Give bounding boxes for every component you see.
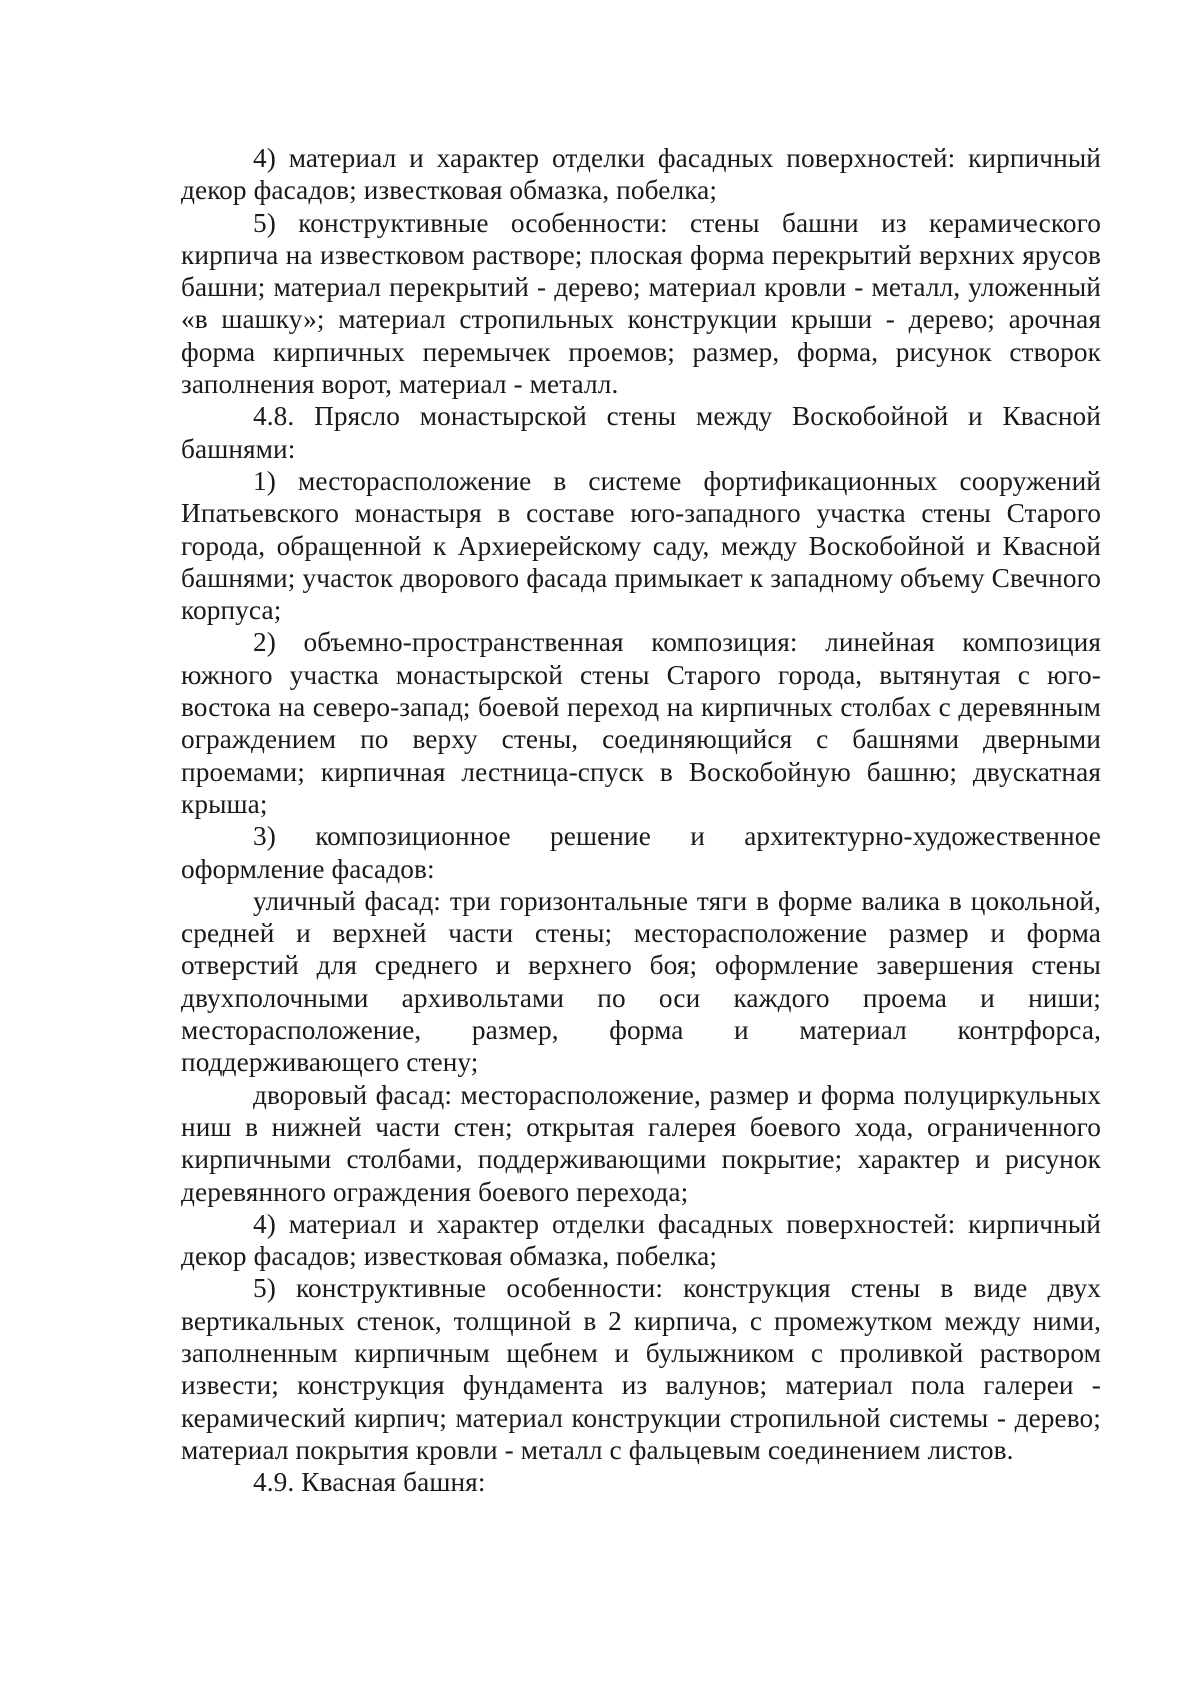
paragraph-street-facade: уличный фасад: три горизонтальные тяги в форме валика в цокольной, средней и верхней части стены; месторасположение размер и форма отверстий для среднего и верхнего боя; оформление завершения стены двухполочными архивольтами по оси каждого проема и ниши; месторасположение, размер, форма и материал контрфорса, поддерживающего стену;: [181, 885, 1101, 1078]
paragraph-structural-features: 5) конструктивные особенности: стены башни из керамического кирпича на известковом растворе; плоская форма перекрытий верхних ярусов башни; материал перекрытий - дерево; материал кровли - металл, уложенный «в шашку»; материал стропильных конструкции крыши - дерево; арочная форма кирпичных перемычек проемов; размер, форма, рисунок створок заполнения ворот, материал - металл.: [181, 207, 1101, 400]
section-heading-4-8: 4.8. Прясло монастырской стены между Воскобойной и Квасной башнями:: [181, 401, 1101, 464]
paragraph-facade-finish: 4) материал и характер отделки фасадных поверхностей: кирпичный декор фасадов; известковая обмазка, побелка;: [181, 143, 1101, 206]
document-body: [181, 142, 1101, 1498]
section-heading-4-9: 4.9. Квасная башня:: [253, 1467, 486, 1498]
paragraph-location: 1) месторасположение в системе фортификационных сооружений Ипатьевского монастыря в составе юго-западного участка стены Старого города, обращенной к Архиерейскому саду, между Воскобойной и Квасной башнями; участок дворового фасада примыкает к западному объему Свечного корпуса;: [181, 465, 1101, 626]
paragraph-structural-features-2: 5) конструктивные особенности: конструкция стены в виде двух вертикальных стенок, толщиной в 2 кирпича, с промежутком между ними, заполненным кирпичным щебнем и булыжником с проливкой раствором извести; конструкция фундамента из валунов; материал пола галереи - керамический кирпич; материал конструкции стропильной системы - дерево; материал покрытия кровли - металл с фальцевым соединением листов.: [181, 1273, 1101, 1465]
paragraph-facade-finish-2: 4) материал и характер отделки фасадных поверхностей: кирпичный декор фасадов; известковая обмазка, побелка;: [181, 1208, 1101, 1272]
paragraph-spatial-composition: 2) объемно-пространственная композиция: линейная композиция южного участка монастырской стены Старого города, вытянутая с юго-востока на северо-запад; боевой переход на кирпичных столбах с деревянным ограждением по верху стены, соединяющийся с башнями дверными проемами; кирпичная лестница-спуск в Воскобойную башню; двускатная крыша;: [181, 627, 1101, 819]
paragraph-composition-heading: 3) композиционное решение и архитектурно-художественное оформление фасадов:: [181, 821, 1101, 884]
paragraph-courtyard-facade: дворовый фасад: месторасположение, размер и форма полуциркульных ниш в нижней части стен; открытая галерея боевого хода, ограниченного кирпичными столбами, поддерживающими покрытие; характер и рисунок деревянного ограждения боевого перехода;: [181, 1079, 1101, 1207]
